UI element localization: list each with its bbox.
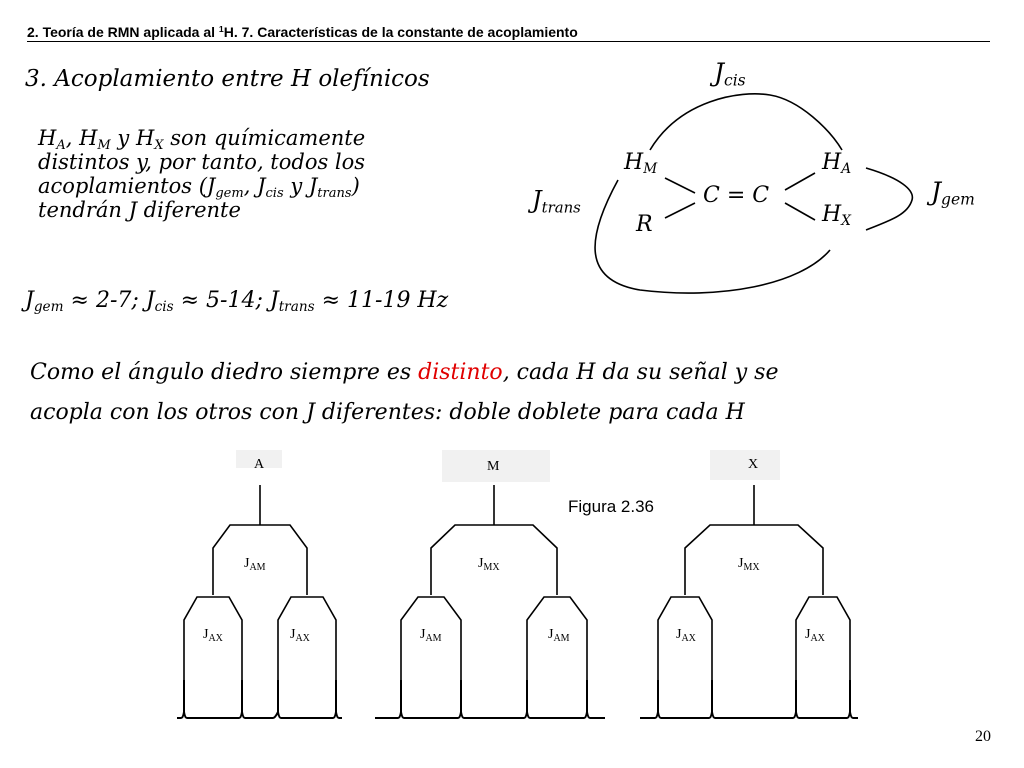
tree-x-inner-j-right: $J_{AX}$ <box>805 627 825 644</box>
j-gem-label: $J_{gem}$ <box>931 177 975 209</box>
spectrum-x <box>640 680 858 718</box>
coupling-ranges-formula: $J_{gem} \approx 2-7$; $J_{cis} \approx 5-14$; $J_{trans} \approx 11-19$ Hz <box>25 288 449 316</box>
explanation-line-2: acopla con los otros con J diferentes: doble doblete para cada H <box>30 400 745 425</box>
description-line-1: $H_A$, $H_M$ y $H_X$ son químicamente <box>38 126 366 153</box>
tree-m-inner-j-right: $J_{AM}$ <box>548 627 570 644</box>
tree-a-inner-j-left: $J_{AX}$ <box>203 627 223 644</box>
figure-caption: Figura 2.36 <box>568 497 654 516</box>
section-heading: 3. Acoplamiento entre H olefínicos <box>25 66 430 92</box>
tree-m-outer-j: $J_{MX}$ <box>478 556 500 573</box>
description-line-2: distintos y, por tanto, todos los <box>38 150 366 174</box>
explanation-line-1: Como el ángulo diedro siempre es distinto, cada H da su señal y se <box>30 360 779 385</box>
hx-label: $H_X$ <box>822 202 851 230</box>
description-line-3: acoplamientos ($J_{gem}$, $J_{cis}$ y $J_{trans}$) <box>38 174 360 201</box>
slide-header-title: 2. Teoría de RMN aplicada al $^1$H. 7. Características de la constante de acoplamiento <box>27 24 578 40</box>
hm-label: $H_M$ <box>624 150 658 178</box>
tree-m <box>401 485 587 690</box>
r-substituent-label: R <box>636 212 653 237</box>
j-trans-label: $J_{trans}$ <box>532 186 581 217</box>
tree-m-inner-j-left: $J_{AM}$ <box>420 627 442 644</box>
page-number: 20 <box>975 728 991 745</box>
tree-x-inner-j-left: $J_{AX}$ <box>676 627 696 644</box>
tree-x-top-label: X <box>748 457 759 472</box>
tree-a-inner-j-right: $J_{AX}$ <box>290 627 310 644</box>
tree-x-outer-j: $J_{MX}$ <box>738 556 760 573</box>
tree-a-outer-j: $J_{AM}$ <box>244 556 266 573</box>
tree-a-top-label: A <box>254 457 265 472</box>
double-bond-label: C = C <box>703 183 770 208</box>
spectrum-a <box>177 680 342 718</box>
tree-m-top-label: M <box>487 459 500 474</box>
spectrum-m <box>375 680 605 718</box>
tree-a <box>184 485 336 690</box>
tree-x <box>658 485 850 690</box>
description-line-4: tendrán J diferente <box>38 198 241 222</box>
scan-background-x <box>710 450 780 480</box>
ha-label: $H_A$ <box>822 150 852 178</box>
highlight-distinto: distinto <box>418 360 503 385</box>
j-cis-label: $J_{cis}$ <box>714 58 746 90</box>
